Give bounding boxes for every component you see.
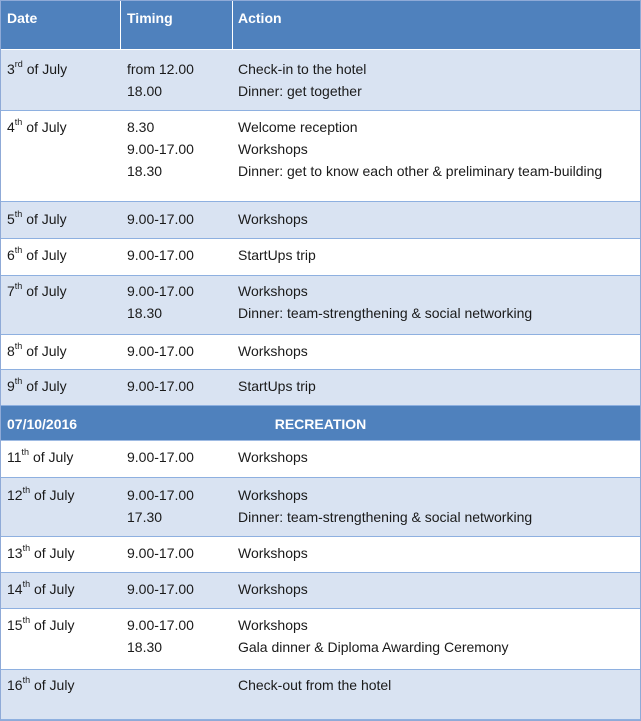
table-row — [1, 239, 640, 276]
table-row — [1, 370, 640, 406]
action-cell — [238, 244, 316, 266]
action-line: Dinner: get to know each other & preliminary team-building — [238, 163, 603, 179]
timing-cell — [127, 208, 194, 230]
recreation-date: 07/10/2016 — [7, 416, 78, 432]
timing-cell — [127, 614, 194, 658]
table-row — [1, 202, 640, 239]
action-line: Dinner: team-strengthening & social networking — [238, 509, 533, 525]
timing-line: 18.30 — [127, 305, 163, 321]
date-cell: 7th of July — [7, 281, 67, 299]
timing-line: 9.00-17.00 — [127, 283, 194, 299]
timing-line: 9.00-17.00 — [127, 378, 194, 394]
timing-cell — [127, 116, 194, 182]
action-line: Workshops — [238, 617, 308, 633]
action-cell — [238, 58, 366, 102]
action-line: Workshops — [238, 487, 308, 503]
timing-cell — [127, 542, 194, 564]
timing-line: 9.00-17.00 — [127, 581, 194, 597]
timing-cell — [127, 484, 194, 528]
timing-line: 18.00 — [127, 83, 163, 99]
timing-line: from 12.00 — [127, 61, 194, 77]
date-cell: 12th of July — [7, 485, 75, 503]
timing-line: 9.00-17.00 — [127, 449, 194, 465]
action-line: Workshops — [238, 283, 308, 299]
table-header — [1, 1, 640, 50]
header-timing: Timing — [127, 10, 173, 26]
timing-cell — [127, 375, 194, 397]
timing-line: 9.00-17.00 — [127, 545, 194, 561]
date-cell: 11th of July — [7, 447, 74, 465]
action-line: Workshops — [238, 581, 308, 597]
date-cell: 4th of July — [7, 117, 67, 135]
action-line: Workshops — [238, 211, 308, 227]
timing-line: 18.30 — [127, 163, 163, 179]
timing-line: 9.00-17.00 — [127, 141, 194, 157]
timing-line: 9.00-17.00 — [127, 211, 194, 227]
table-row — [1, 50, 640, 111]
timing-cell — [127, 578, 194, 600]
table-row — [1, 609, 640, 670]
header-date: Date — [7, 10, 38, 26]
date-cell: 16th of July — [7, 675, 75, 693]
timing-cell — [127, 340, 194, 362]
action-line: Dinner: get together — [238, 83, 362, 99]
action-line: StartUps trip — [238, 247, 316, 263]
date-cell: 3rd of July — [7, 59, 68, 77]
table-row — [1, 276, 640, 335]
action-cell — [238, 116, 602, 182]
action-line: Welcome reception — [238, 119, 358, 135]
action-cell — [238, 484, 532, 528]
action-cell — [238, 542, 308, 564]
table-row — [1, 537, 640, 573]
action-line: Workshops — [238, 343, 308, 359]
table-row — [1, 670, 640, 720]
action-cell — [238, 340, 308, 362]
timing-line: 18.30 — [127, 639, 163, 655]
action-cell — [238, 375, 316, 397]
action-line: Check-out from the hotel — [238, 677, 392, 693]
header-divider — [120, 1, 121, 49]
date-cell: 13th of July — [7, 543, 75, 561]
header-divider — [232, 1, 233, 49]
action-cell — [238, 208, 308, 230]
action-cell — [238, 280, 532, 324]
timing-line: 9.00-17.00 — [127, 343, 194, 359]
table-row — [1, 441, 640, 478]
action-line: StartUps trip — [238, 378, 316, 394]
table-row — [1, 335, 640, 370]
timing-line: 9.00-17.00 — [127, 487, 194, 503]
timing-cell — [127, 446, 194, 468]
action-cell — [238, 446, 308, 468]
action-line: Workshops — [238, 141, 308, 157]
timing-cell — [127, 280, 194, 324]
action-cell — [238, 674, 391, 696]
table-row — [1, 111, 640, 202]
date-cell: 15th of July — [7, 615, 75, 633]
table-row — [1, 573, 640, 609]
timing-cell — [127, 244, 194, 266]
action-line: Dinner: team-strengthening & social networking — [238, 305, 533, 321]
timing-line: 8.30 — [127, 119, 155, 135]
date-cell: 8th of July — [7, 341, 67, 359]
date-cell: 14th of July — [7, 579, 75, 597]
action-line: Workshops — [238, 545, 308, 561]
timing-cell — [127, 58, 194, 102]
recreation-row — [1, 406, 640, 441]
table-row — [1, 478, 640, 537]
timing-line: 9.00-17.00 — [127, 617, 194, 633]
action-cell — [238, 578, 308, 600]
action-line: Gala dinner & Diploma Awarding Ceremony — [238, 639, 509, 655]
action-line: Workshops — [238, 449, 308, 465]
header-action: Action — [238, 10, 282, 26]
timing-line: 17.30 — [127, 509, 163, 525]
date-cell: 9th of July — [7, 376, 67, 394]
timing-line: 9.00-17.00 — [127, 247, 194, 263]
action-cell — [238, 614, 509, 658]
date-cell: 5th of July — [7, 209, 67, 227]
date-cell: 6th of July — [7, 245, 67, 263]
recreation-label: RECREATION — [274, 416, 367, 432]
action-line: Check-in to the hotel — [238, 61, 367, 77]
